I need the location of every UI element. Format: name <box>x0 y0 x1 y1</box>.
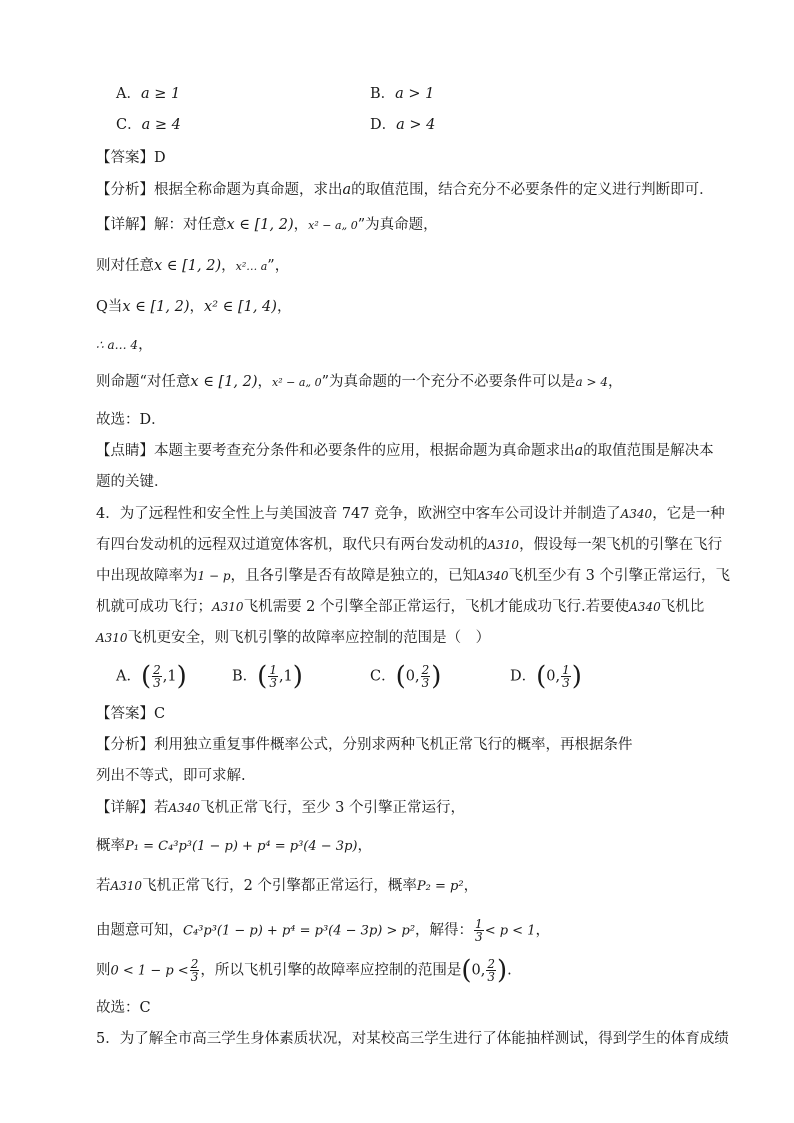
option-letter: A． <box>116 668 141 685</box>
math: x²… a <box>235 260 268 273</box>
fraction-one-third: $\frac{1}{3}$ <box>475 917 483 944</box>
math: x ∈ [1, 2) <box>190 374 258 390</box>
q5-line-1 <box>96 1029 729 1049</box>
text: 本题主要考查充分条件和必要条件的应用，根据命题为真命题求出 <box>154 443 575 459</box>
text: ， <box>463 878 479 894</box>
math: A340 <box>168 801 201 815</box>
math: P₁ = C₄³p³(1 − p) + p⁴ = p³(4 − 3p) <box>125 839 358 854</box>
q4-detail-line-4 <box>96 918 550 943</box>
q3-detail-line-2 <box>96 256 289 277</box>
option-math: a > 1 <box>395 86 435 102</box>
q4-choose <box>96 998 151 1018</box>
q4-option-c: C．(0, $\frac{2}{3}$ ) <box>370 661 442 692</box>
text: ，且各引擎是否有故障是独立的，已知 <box>230 568 477 584</box>
text: ， <box>293 217 309 233</box>
text: ”为真命题的一个充分不必要条件可以是 <box>321 374 576 390</box>
q3-comment-line-1 <box>96 441 714 461</box>
math: C₄³p³(1 − p) + p⁴ = p³(4 − 3p) > p² <box>183 923 416 939</box>
q3-option-c <box>116 115 181 135</box>
text: ，所以飞机引擎的故障率应控制的范围是 <box>200 962 462 979</box>
option-letter: B． <box>232 668 258 685</box>
math: A340 <box>477 569 509 583</box>
option-math: a > 4 <box>396 117 436 133</box>
text: 则 <box>96 962 111 979</box>
text: ， <box>221 258 236 274</box>
option-math: a ≥ 4 <box>141 117 181 133</box>
math: A340 <box>629 600 661 614</box>
text: 有四台发动机的远程双过道宽体客机，取代只有两台发动机的 <box>96 537 488 553</box>
analysis-tag: 【分析】 <box>96 737 154 753</box>
q4-analysis-line-1 <box>96 735 633 755</box>
text: 利用独立重复事件概率公式，分别求两种飞机正常飞行的概率，再根据条件 <box>154 737 633 753</box>
math: A310 <box>212 600 244 614</box>
text: Q当 <box>96 299 123 315</box>
text: 飞机需要 2 个引擎全部正常运行，飞机才能成功飞行.若要使 <box>243 599 630 615</box>
q3-detail-line-3 <box>96 297 291 317</box>
comment-tag: 【点睛】 <box>96 443 154 459</box>
q3-comment-line-2 <box>96 472 169 492</box>
math: P₂ = p² <box>416 879 464 894</box>
text: ， <box>189 299 205 315</box>
math: a > 4 <box>575 375 609 389</box>
q3-answer <box>96 148 166 168</box>
q3-analysis <box>96 180 714 200</box>
q4-option-b: B．( $\frac{1}{3}$ ,1) <box>232 661 303 692</box>
answer-value: D <box>154 150 166 166</box>
text: ， <box>257 374 273 390</box>
text: . <box>507 962 512 979</box>
text: ，解得： <box>415 922 474 939</box>
fraction-two-thirds: $\frac{2}{3}$ <box>190 957 199 984</box>
text: 飞机正常飞行，至少 3 个引擎正常运行， <box>200 800 466 816</box>
option-letter: A． <box>116 86 141 102</box>
math: x ∈ [1, 2) <box>226 217 294 233</box>
q4-detail-line-1 <box>96 798 465 818</box>
q4-line-2 <box>96 535 722 555</box>
text: 中出现故障率为 <box>96 568 198 584</box>
q4-option-a: A．( $\frac{2}{3}$ ,1) <box>116 661 187 692</box>
q3-choose <box>96 410 166 430</box>
math: 0 < 1 − p < <box>110 963 189 979</box>
answer-tag: 【答案】 <box>96 706 154 722</box>
analysis-text: 根据全称命题为真命题，求出 <box>154 182 343 198</box>
text: 题的关键． <box>96 474 169 490</box>
q4-option-d: D．(0, $\frac{1}{3}$ ) <box>510 661 582 692</box>
answer-tag: 【答案】 <box>96 150 154 166</box>
text: 若 <box>96 878 111 894</box>
q4-answer <box>96 704 165 724</box>
text: 机就可成功飞行； <box>96 599 212 615</box>
option-letter: C． <box>370 668 396 685</box>
analysis-text-end: 的取值范围，结合充分不必要条件的定义进行判断即可． <box>351 182 714 198</box>
q4-line-5 <box>96 628 490 648</box>
math: A340 <box>620 507 653 521</box>
text: 故选：D． <box>96 412 166 428</box>
math: x ∈ [1, 2) <box>154 258 222 274</box>
text: 概率 <box>96 838 125 854</box>
math: A310 <box>96 631 128 645</box>
q4-line-4 <box>96 597 704 617</box>
text: 4．为了远程性和安全性上与美国波音 747 竞争，欧洲空中客车公司设计并制造了 <box>96 506 621 522</box>
text: 飞机比 <box>660 599 705 615</box>
text: ，假设每一架飞机的引擎在飞行 <box>519 537 723 553</box>
text: 由题意可知， <box>96 922 183 939</box>
option-letter: C． <box>116 117 142 133</box>
text: 故选：C <box>96 1000 151 1016</box>
q4-detail-line-2 <box>96 836 372 857</box>
text: ”为真命题， <box>357 217 438 233</box>
math: x² − a„ 0 <box>272 376 322 389</box>
q3-option-a <box>116 84 180 104</box>
text: 解：对任意 <box>154 217 227 233</box>
q3-option-b <box>370 84 434 104</box>
math: 1 − p <box>197 569 231 583</box>
math: a <box>574 443 584 459</box>
analysis-tag: 【分析】 <box>96 182 154 198</box>
q4-analysis-line-2 <box>96 766 246 786</box>
text: 的取值范围是解决本 <box>583 443 714 459</box>
text: ， <box>357 838 372 854</box>
math: A310 <box>487 538 520 552</box>
text: 若 <box>154 800 169 816</box>
analysis-var: a <box>342 182 352 198</box>
text: ， <box>276 299 292 315</box>
option-letter: D． <box>370 117 397 133</box>
q4-line-1 <box>96 504 725 524</box>
q4-detail-line-3 <box>96 876 478 897</box>
option-letter: D． <box>510 668 537 685</box>
text: ， <box>535 922 550 939</box>
detail-tag: 【详解】 <box>96 800 154 816</box>
detail-tag: 【详解】 <box>96 217 154 233</box>
text: 5．为了解全市高三学生身体素质状况，对某校高三学生进行了体能抽样测试，得到学生的体育成绩 <box>96 1031 729 1047</box>
text: ， <box>608 374 623 390</box>
text: ”， <box>267 258 290 274</box>
math: x² − a„ 0 <box>308 219 358 232</box>
text: 飞机至少有 3 个引擎正常运行，飞 <box>508 568 731 584</box>
text: ， <box>138 337 153 353</box>
math: < p < 1 <box>484 923 536 939</box>
text: ，它是一种 <box>652 506 725 522</box>
math: x² ∈ [1, 4) <box>204 299 277 315</box>
text: 列出不等式，即可求解. <box>96 768 246 784</box>
answer-value: C <box>154 706 166 722</box>
text: 飞机正常飞行，2 个引擎都正常运行，概率 <box>142 878 417 894</box>
option-letter: B． <box>370 86 396 102</box>
math: A310 <box>110 879 143 893</box>
option-math: a ≥ 1 <box>140 86 181 102</box>
q4-detail-line-5: 则0 < 1 − p < $\frac{2}{3}$ ，所以飞机引擎的故障率应控制的范围是(0, $\frac{2}{3}$ ). <box>96 955 512 986</box>
q3-detail-line-5 <box>96 372 623 393</box>
text: 则对任意 <box>96 258 154 274</box>
text: 则命题“对任意 <box>96 374 191 390</box>
q3-detail-line-4 <box>96 335 153 355</box>
math: ∴ a… 4 <box>96 338 139 352</box>
math: x ∈ [1, 2) <box>122 299 190 315</box>
q4-line-3 <box>96 566 730 586</box>
q3-option-d <box>370 115 435 135</box>
q3-detail-line-1 <box>96 215 438 236</box>
text: 飞机更安全，则飞机引擎的故障率应控制的范围是（ ） <box>127 630 491 646</box>
